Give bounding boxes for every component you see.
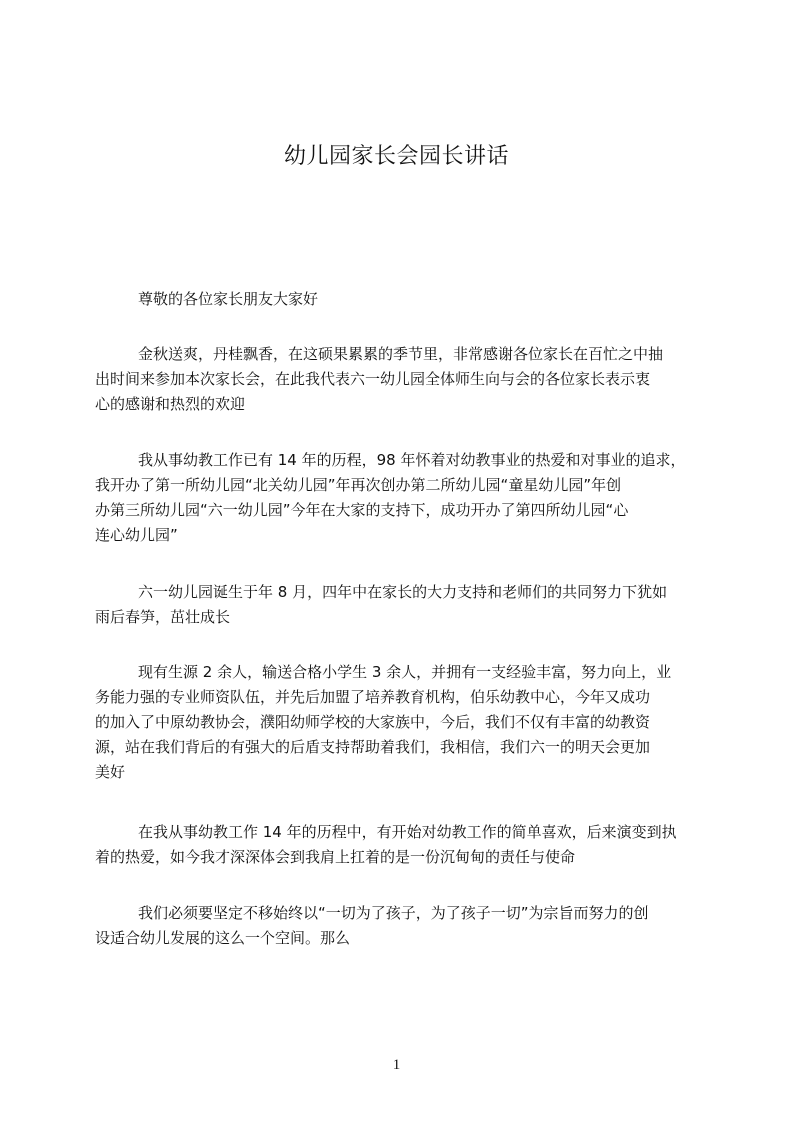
paragraph-line: 我开办了第一所幼儿园“北关幼儿园”年再次创办第二所幼儿园“童星幼儿园”年创 [95, 476, 622, 494]
document-title: 幼儿园家长会园长讲话 [283, 144, 509, 169]
paragraph-line: 雨后春笋，茁壮成长 [95, 608, 231, 626]
paragraph-line: 我从事幼教工作已有 14 年的历程，98 年怀着对幼教事业的热爱和对事业的追求， [138, 451, 686, 469]
paragraph-line: 着的热爱，如今我才深深体会到我肩上扛着的是一份沉甸甸的责任与使命 [95, 848, 576, 866]
paragraph-line: 在我从事幼教工作 14 年的历程中，有开始对幼教工作的简单喜欢，后来演变到执 [138, 823, 677, 841]
paragraph-line: 出时间来参加本次家长会，在此我代表六一幼儿园全体师生向与会的各位家长表示衷 [95, 370, 651, 388]
paragraph-line: 金秋送爽，丹桂飘香，在这硕果累累的季节里，非常感谢各位家长在百忙之中抽 [138, 345, 664, 363]
paragraph-responsibility [95, 820, 701, 870]
paragraph-line: 六一幼儿园诞生于年 8 月，四年中在家长的大力支持和老师们的共同努力下犹如 [138, 583, 668, 601]
paragraph-welcome [95, 342, 701, 417]
paragraph-line: 源，站在我们背后的有强大的后盾支持帮助着我们，我相信，我们六一的明天会更加 [95, 738, 651, 756]
paragraph-current [95, 660, 701, 785]
paragraph-line: 办第三所幼儿园“六一幼儿园”今年在大家的支持下，成功开办了第四所幼儿园“心 [95, 501, 629, 519]
paragraph-mission [95, 901, 701, 951]
paragraph-birth [95, 580, 701, 630]
paragraph-line: 我们必须要坚定不移始终以“一切为了孩子，为了孩子一切”为宗旨而努力的创 [138, 904, 649, 922]
paragraph-greeting [95, 287, 701, 312]
paragraph-line: 的加入了中原幼教协会，濮阳幼师学校的大家族中，今后，我们不仅有丰富的幼教资 [95, 713, 651, 731]
paragraph-line: 连心幼儿园” [95, 526, 178, 544]
paragraph-line: 设适合幼儿发展的这么一个空间。那么 [95, 929, 351, 947]
paragraph-line: 现有生源 2 余人，输送合格小学生 3 余人，并拥有一支经验丰富，努力向上，业 [138, 663, 672, 681]
paragraph-history [95, 448, 701, 548]
paragraph-line: 务能力强的专业师资队伍，并先后加盟了培养教育机构，伯乐幼教中心，今年又成功 [95, 688, 651, 706]
page-number: 1 [392, 1057, 401, 1073]
paragraph-line: 尊敬的各位家长朋友大家好 [138, 290, 319, 308]
paragraph-line: 美好 [95, 763, 126, 781]
paragraph-line: 心的感谢和热烈的欢迎 [95, 395, 246, 413]
